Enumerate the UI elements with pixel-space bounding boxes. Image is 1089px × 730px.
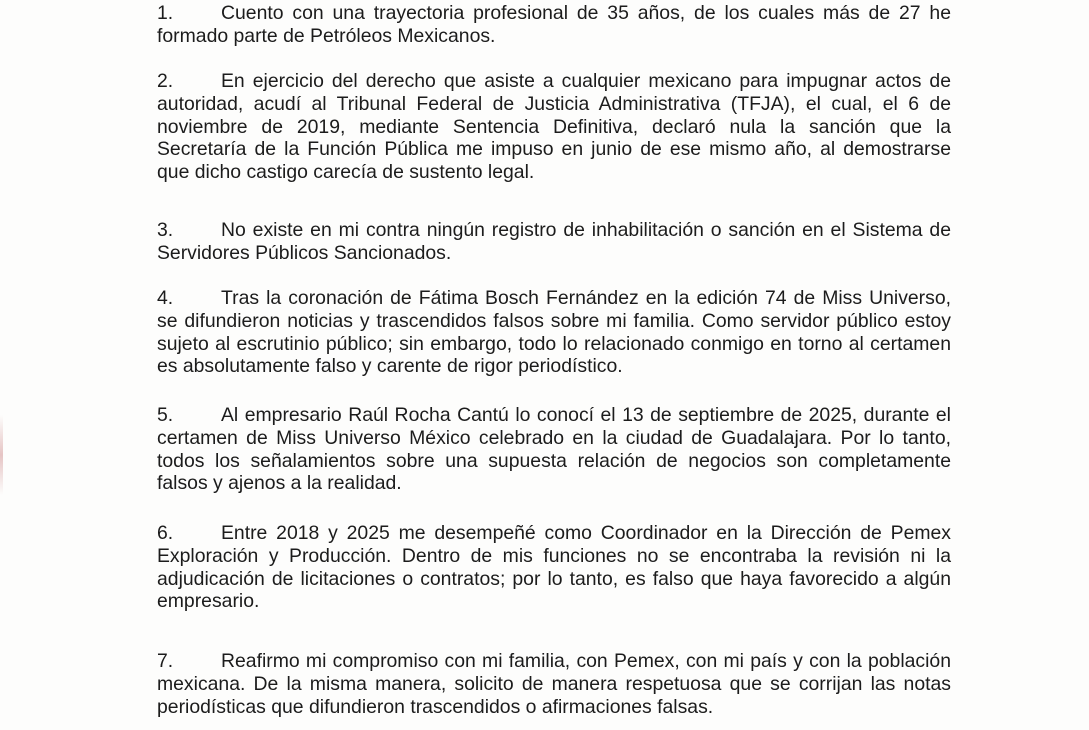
- paragraph-text: No existe en mi contra ningún registro de inhabilitación o sanción en el Sistema de Servidores Públicos Sancionados.: [157, 219, 951, 264]
- paragraph-1: [157, 2, 951, 48]
- paragraph-number: 2.: [157, 70, 174, 92]
- paragraph-number: 6.: [157, 522, 174, 544]
- paragraph-text: Entre 2018 y 2025 me desempeñé como Coordinador en la Dirección de Pemex Exploración y Producción. Dentro de mis funciones no se encontraba la revisión ni la adjudicación de licitaciones o contratos; por lo tanto, es falso que haya favorecido a algún empresario.: [157, 522, 951, 613]
- paragraph-7: [157, 650, 951, 718]
- paragraph-number: 5.: [157, 404, 174, 426]
- paragraph-4: [157, 287, 951, 378]
- paragraph-text: En ejercicio del derecho que asiste a cualquier mexicano para impugnar actos de autoridad, acudí al Tribunal Federal de Justicia Administrativa (TFJA), el cual, el 6 de noviembre de 2019, mediante Sentencia Definitiva, declaró nula la sanción que la Secretaría de la Función Pública me impuso en junio de ese mismo año, al demostrarse que dicho castigo carecía de sustento legal.: [157, 70, 951, 184]
- paragraph-text: Cuento con una trayectoria profesional de 35 años, de los cuales más de 27 he formado parte de Petróleos Mexicanos.: [157, 2, 951, 47]
- paragraph-6: [157, 522, 951, 613]
- paragraph-text: Tras la coronación de Fátima Bosch Fernández en la edición 74 de Miss Universo, se difundieron noticias y trascendidos falsos sobre mi familia. Como servidor público estoy sujeto al escrutinio público; sin embargo, todo lo relacionado conmigo en torno al certamen es absolutamente falso y carente de rigor periodístico.: [157, 287, 951, 378]
- paragraph-text: Al empresario Raúl Rocha Cantú lo conocí el 13 de septiembre de 2025, durante el certamen de Miss Universo México celebrado en la ciudad de Guadalajara. Por lo tanto, todos los señalamientos sobre una supuesta relación de negocios son completamente falsos y ajenos a la realidad.: [157, 404, 951, 495]
- page-edge-mark: [0, 415, 3, 495]
- paragraph-text: Reafirmo mi compromiso con mi familia, con Pemex, con mi país y con la población mexicana. De la misma manera, solicito de manera respetuosa que se corrijan las notas periodísticas que difundieron trascendidos o afirmaciones falsas.: [157, 650, 951, 718]
- paragraph-number: 7.: [157, 650, 174, 672]
- paragraph-5: [157, 404, 951, 495]
- paragraph-number: 4.: [157, 287, 174, 309]
- paragraph-3: [157, 219, 951, 265]
- paragraph-number: 3.: [157, 219, 174, 241]
- paragraph-number: 1.: [157, 2, 174, 24]
- paragraph-2: [157, 70, 951, 184]
